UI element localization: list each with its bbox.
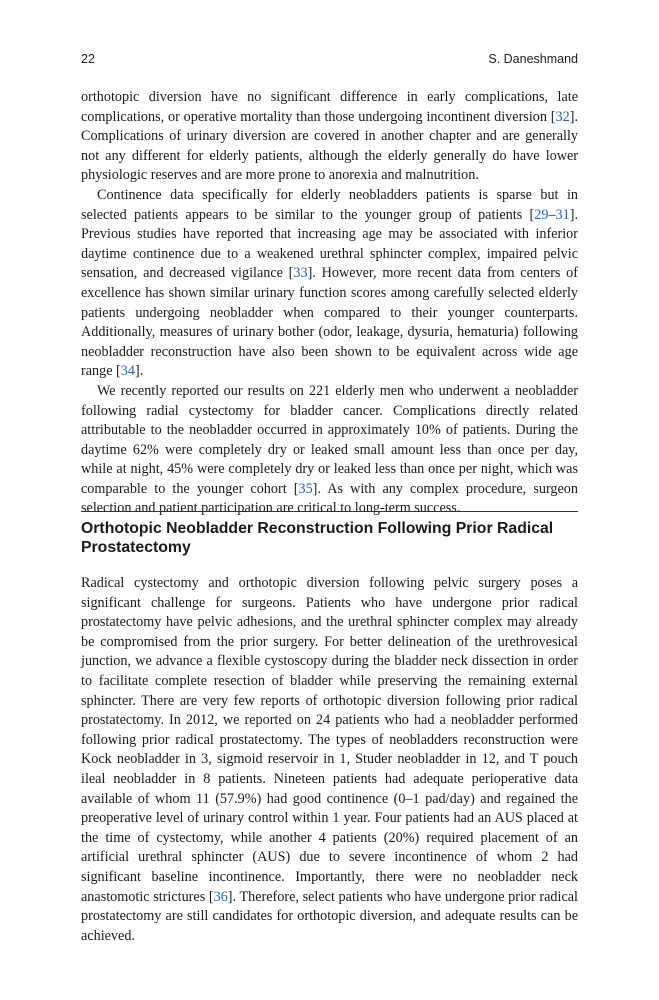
citation-link[interactable]: 31	[555, 206, 570, 223]
citation-link[interactable]: 35	[298, 480, 313, 497]
paragraph-text: ]. Complications of urinary diversion are covered in another chapter and are generally not any different for elderly patients, although the elderly generally do have lower physiologic reserves and are more prone to anorexia and malnutrition.	[81, 108, 578, 184]
citation-link[interactable]: 33	[293, 265, 308, 282]
citation-link[interactable]: 32	[555, 108, 570, 125]
paragraph	[81, 88, 578, 186]
paragraph	[81, 382, 578, 519]
paragraph-text: Continence data specifically for elderly neobladders patients is sparse but in selected patients appears to be similar to the younger group of patients [	[81, 186, 578, 223]
page-number: 22	[81, 52, 95, 66]
citation-link[interactable]: 29	[534, 206, 549, 223]
body-text-top	[81, 88, 578, 519]
paragraph-text: Radical cystectomy and orthotopic diversion following pelvic surgery poses a significant challenge for surgeons. Patients who have undergone prior radical prostatectomy have pelvic adhesions, and the urethral sphincter complex may already be compromised from the prior surgery. For better delineation of the urethrovesical junction, we advance a flexible cystoscopy during the bladder neck dissection in order to facilitate complete resection of bladder while preserving the remaining external sphincter. There are very few reports of orthotopic diversion following prior radical prostatectomy. In 2012, we reported on 24 patients who had a neobladder performed following prior radical prostatectomy. The types of neobladders reconstruction were Kock neobladder in 3, sigmoid reservoir in 1, Studer neobladder in 12, and T pouch ileal neobladder in 8 patients. Nineteen patients had adequate perioperative data available of whom 11 (57.9%) had good continence (0–1 pad/day) and regained the preoperative level of urinary control within 1 year. Four patients had an AUS placed at the time of cystectomy, while another 4 patients (20%) required placement of an artificial urethral sphincter (AUS) due to severe incontinence of whom 2 had significant baseline incontinence. Importantly, there were no neobladder neck anastomotic strictures [	[81, 575, 578, 905]
paragraph-text: We recently reported our results on 221 elderly men who underwent a neobladder following radial cystectomy for bladder cancer. Complications directly related attributable to the neobladder occurred in approximately 10% of patients. During the daytime 62% were completely dry or leaked small amount less than once per day, while at night, 45% were completely dry or leaked less than once per night, which was comparable to the younger cohort [	[81, 382, 578, 497]
paragraph-text: ]. However, more recent data from centers of excellence has shown similar urinary function scores among carefully selected elderly patients undergoing neobladder when compared to their younger counterparts. Additionally, measures of urinary bother (odor, leakage, dysuria, hematuria) following neobladder reconstruction have also been shown to be equivalent across wide age range [	[81, 265, 578, 380]
running-head-author: S. Daneshmand	[488, 52, 578, 66]
citation-link[interactable]: 36	[213, 888, 228, 905]
body-text-bottom	[81, 574, 578, 946]
paragraph-text: –	[548, 206, 556, 223]
paragraph-text: ].	[134, 363, 144, 380]
running-header	[81, 52, 578, 68]
paragraph	[81, 574, 578, 946]
paragraph-text: ]. As with any complex procedure, surgeon selection and patient participation are critical to long-term success.	[81, 480, 578, 517]
paragraph-text: ]. Previous studies have reported that increasing age may be associated with inferior daytime continence due to a weakened urethral sphincter complex, impaired pelvic sensation, and decreased vigilance [	[81, 206, 578, 282]
paragraph-text: orthotopic diversion have no significant difference in early complications, late complications, or operative mortality than those undergoing incontinent diversion [	[81, 89, 578, 125]
paragraph	[81, 186, 578, 382]
citation-link[interactable]: 34	[120, 363, 135, 380]
section-heading: Orthotopic Neobladder Reconstruction Following Prior Radical Prostatectomy	[81, 520, 554, 556]
paragraph-text: ]. Therefore, select patients who have undergone prior radical prostatectomy are still candidates for orthotopic diversion, and adequate results can be achieved.	[81, 888, 578, 944]
section-divider	[81, 511, 578, 512]
